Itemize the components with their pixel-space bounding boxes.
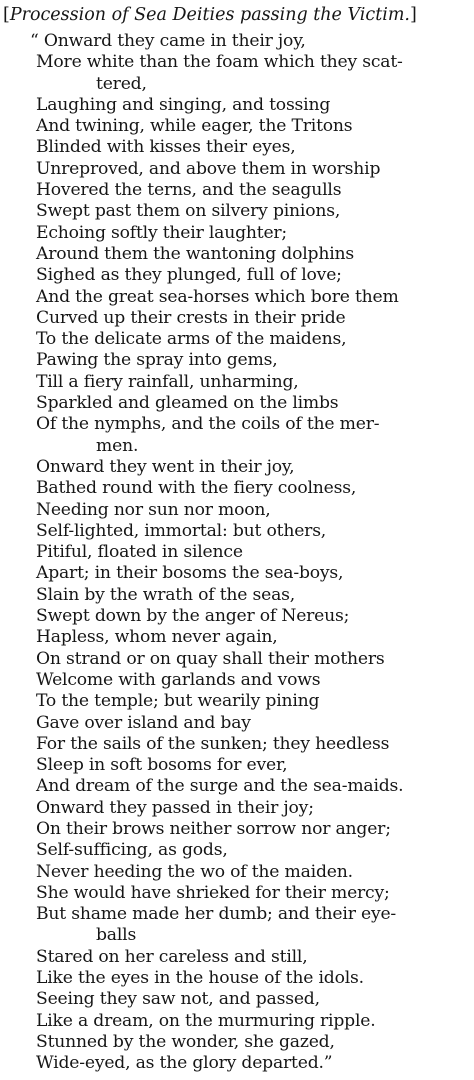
poem-line: Blinded with kisses their eyes, <box>36 137 296 158</box>
poem-line: She would have shrieked for their mercy; <box>36 882 390 903</box>
poem-line: Around them the wantoning dolphins <box>36 243 354 264</box>
poem-line: Sparkled and gleamed on the limbs <box>36 393 339 414</box>
poem-line: To the temple; but wearily pining <box>36 691 320 712</box>
poem-line: Stared on her careless and still, <box>36 946 308 967</box>
poem-line: “ Onward they came in their joy, <box>30 31 306 51</box>
poem-line: Pitiful, floated in silence <box>36 542 243 563</box>
poem-line: Of the nymphs, and the coils of the mer- <box>36 414 380 435</box>
poem-line: Self-sufficing, as gods, <box>36 840 228 861</box>
poem-line: Sighed as they plunged, full of love; <box>36 265 342 286</box>
poem-line: Hovered the terns, and the seagulls <box>36 180 342 201</box>
poem-line: Onward they went in their joy, <box>36 456 295 477</box>
poem-line: For the sails of the sunken; they heedless <box>36 733 390 754</box>
poem-line: Swept down by the anger of Nereus; <box>36 606 350 627</box>
poem-line: Till a fiery rainfall, unharming, <box>36 371 299 392</box>
poem-line: Slain by the wrath of the seas, <box>36 584 296 605</box>
poem-line: Like a dream, on the murmuring ripple. <box>36 1010 376 1031</box>
poem-line: And twining, while eager, the Tritons <box>36 116 353 137</box>
poem-line: Onward they passed in their joy; <box>36 797 314 818</box>
poem-line: More white than the foam which they scat- <box>36 52 403 73</box>
poem-line: Bathed round with the fiery coolness, <box>36 478 357 499</box>
poem-line: Curved up their crests in their pride <box>36 307 346 328</box>
poem-line: And dream of the surge and the sea-maids. <box>36 776 404 797</box>
poem-line: And the great sea-horses which bore them <box>36 286 399 307</box>
heading-open-bracket: [ <box>3 5 10 25</box>
poem-line: Echoing softly their laughter; <box>36 222 288 243</box>
poem-line: On strand or on quay shall their mothers <box>36 648 385 669</box>
poem-body <box>0 31 474 1075</box>
poem-line: Welcome with garlands and vows <box>36 669 321 690</box>
poem-line: On their brows neither sorrow nor anger; <box>36 818 391 839</box>
heading-title: Procession of Sea Deities passing the Victim. <box>9 5 410 25</box>
poem-line: Like the eyes in the house of the idols. <box>36 968 364 989</box>
section-heading <box>3 3 473 27</box>
poem-line: Unreproved, and above them in worship <box>36 158 381 179</box>
poem-line: Gave over island and bay <box>36 712 251 733</box>
poem-line: Never heeding the wo of the maiden. <box>36 861 353 882</box>
poem-line: Needing nor sun nor moon, <box>36 499 271 520</box>
poem-line: To the delicate arms of the maidens, <box>36 329 347 350</box>
poem-line-continuation: tered, <box>96 73 147 94</box>
poem-line: Pawing the spray into gems, <box>36 350 278 371</box>
poem-line: Self-lighted, immortal: but others, <box>36 520 327 541</box>
poem-line: Laughing and singing, and tossing <box>36 94 331 115</box>
poem-line: Hapless, whom never again, <box>36 627 278 648</box>
poem-line: But shame made her dumb; and their eye- <box>36 904 397 925</box>
poem-line: Swept past them on silvery pinions, <box>36 201 341 222</box>
poem-line: Wide-eyed, as the glory departed.” <box>36 1053 333 1074</box>
poem-line: Stunned by the wonder, she gazed, <box>36 1031 335 1052</box>
heading-close-bracket: ] <box>410 5 417 25</box>
poem-line: Sleep in soft bosoms for ever, <box>36 755 288 776</box>
poem-line: Seeing they saw not, and passed, <box>36 989 320 1010</box>
poem-line-continuation: men. <box>96 435 139 456</box>
poem-line-continuation: balls <box>96 925 137 946</box>
poem-line: Apart; in their bosoms the sea-boys, <box>36 563 344 584</box>
